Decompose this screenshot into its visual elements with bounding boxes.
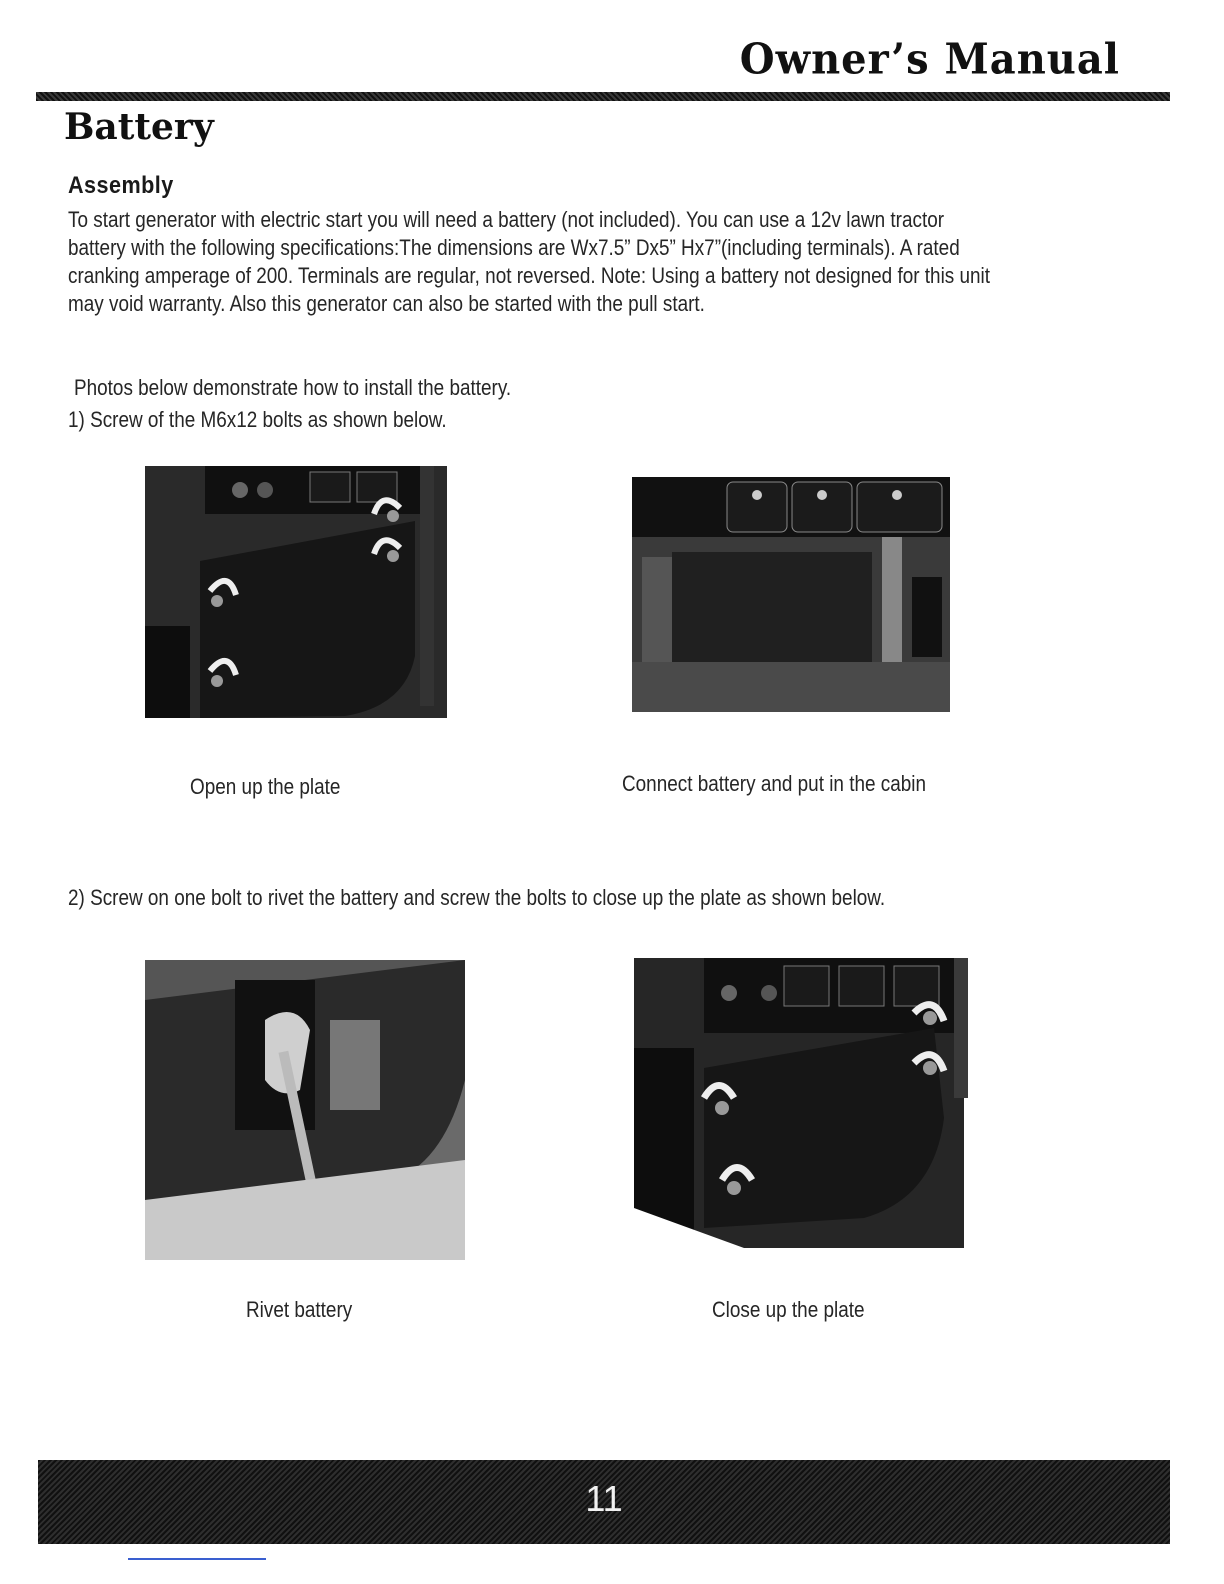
photo-open-plate <box>145 466 447 718</box>
section-title: Battery <box>64 106 214 148</box>
caption-connect-battery: Connect battery and put in the cabin <box>622 771 926 796</box>
caption-open-plate: Open up the plate <box>190 774 341 799</box>
assembly-paragraph: To start generator with electric start you will need a battery (not included). You can use a 12v lawn tractor battery with the following specifications:The dimensions are Wx7.5” Dx5” Hx7”(including terminals). A rated cranking amperage of 200. Terminals are regular, not reversed. Note: Using a battery not designed for this unit may void warranty. Also this generator can also be started with the pull start. <box>68 207 991 316</box>
page-number: 11 <box>585 1478 623 1519</box>
manual-title: Owner’s Manual <box>739 34 1120 85</box>
subsection-title: Assembly <box>68 172 174 199</box>
footer-bar <box>38 1460 1170 1544</box>
photo-rivet-battery <box>145 960 465 1260</box>
photos-intro: Photos below demonstrate how to install the battery. <box>74 375 512 400</box>
photo-close-plate <box>634 958 974 1248</box>
header-divider <box>36 92 1170 101</box>
caption-rivet-battery: Rivet battery <box>246 1297 353 1322</box>
photo-connect-battery <box>632 477 950 712</box>
caption-close-plate: Close up the plate <box>712 1297 865 1322</box>
step-1-text: 1) Screw of the M6x12 bolts as shown below. <box>68 407 447 432</box>
step-2-text: 2) Screw on one bolt to rivet the battery and screw the bolts to close up the plate as shown below. <box>68 885 886 910</box>
footer-link-underline <box>128 1558 266 1560</box>
